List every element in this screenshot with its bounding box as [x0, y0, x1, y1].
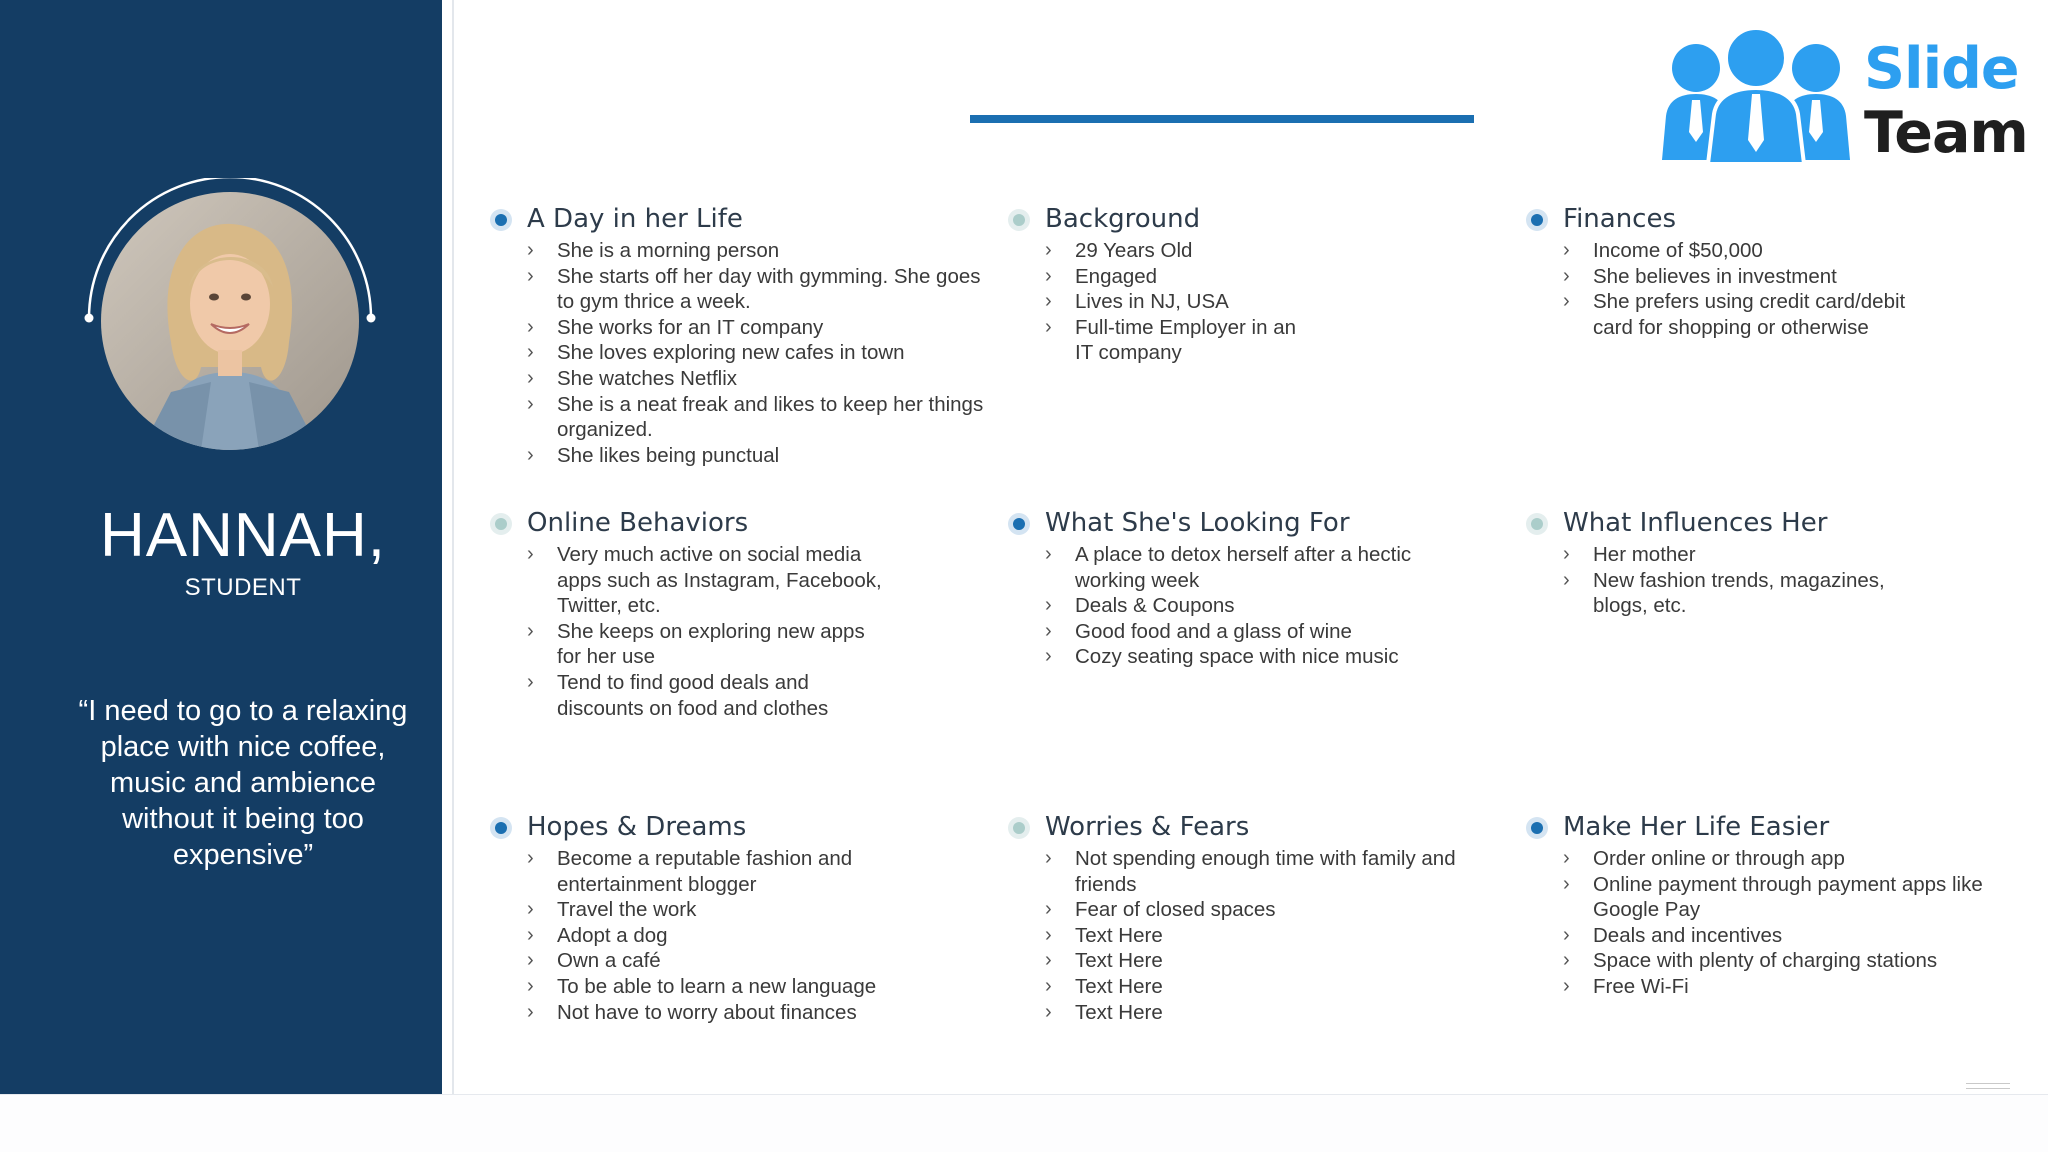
section-list — [1045, 238, 1305, 366]
section-marker-icon — [1526, 513, 1548, 535]
section-title: Background — [1045, 204, 1201, 234]
list-item: › She prefers using credit card/debit card for shopping or otherwise — [1563, 289, 1923, 340]
list-item: › She is a neat freak and likes to keep her things organized. — [527, 392, 987, 443]
person-portrait-icon — [101, 192, 359, 450]
section-list — [527, 846, 927, 1025]
section-hopes-and-dreams — [527, 810, 927, 1025]
people-group-icon — [1662, 28, 1850, 164]
section-list — [1045, 846, 1465, 1025]
list-item: › Full-time Employer in an IT company — [1045, 315, 1305, 366]
list-item: › Free Wi-Fi — [1563, 974, 1983, 1000]
list-item: › She keeps on exploring new apps for her use — [527, 619, 887, 670]
section-marker-icon — [490, 513, 512, 535]
section-marker-icon — [490, 209, 512, 231]
list-item: › Cozy seating space with nice music — [1045, 644, 1445, 670]
list-item: › Not have to worry about finances — [527, 1000, 927, 1026]
section-worries-and-fears — [1045, 810, 1465, 1025]
section-title: Worries & Fears — [1045, 812, 1250, 842]
list-item: › Travel the work — [527, 897, 927, 923]
section-what-shes-looking-for — [1045, 506, 1445, 670]
section-title: Finances — [1563, 204, 1677, 234]
list-item: › Text Here — [1045, 923, 1465, 949]
section-list — [1563, 846, 1983, 1000]
below-slide-area — [0, 1094, 2048, 1152]
persona-role: STUDENT — [184, 574, 302, 601]
slideteam-logo — [1662, 28, 2028, 168]
section-marker-icon — [1526, 817, 1548, 839]
list-item: › Very much active on social media apps such as Instagram, Facebook, Twitter, etc. — [527, 542, 887, 619]
persona-sidebar — [0, 0, 442, 1094]
persona-quote: “I need to go to a relaxing place with nice coffee, music and ambience without it being too expensive” — [78, 695, 408, 871]
list-item: › 29 Years Old — [1045, 238, 1305, 264]
list-item: › Her mother — [1563, 542, 1903, 568]
list-item: › New fashion trends, magazines, blogs, etc. — [1563, 568, 1903, 619]
resize-grip-icon — [1966, 1083, 2010, 1089]
section-what-influences-her — [1563, 506, 1903, 619]
list-item: › She works for an IT company — [527, 315, 987, 341]
section-title: Online Behaviors — [527, 508, 749, 538]
list-item: › Good food and a glass of wine — [1045, 619, 1445, 645]
list-item: › A place to detox herself after a hectic working week — [1045, 542, 1445, 593]
section-marker-icon — [1526, 209, 1548, 231]
section-online-behaviors — [527, 506, 887, 721]
list-item: › She starts off her day with gymming. She goes to gym thrice a week. — [527, 264, 987, 315]
section-title: A Day in her Life — [527, 204, 743, 234]
list-item: › Become a reputable fashion and entertainment blogger — [527, 846, 927, 897]
logo-text-slide: Slide — [1864, 36, 2019, 102]
list-item: › Text Here — [1045, 974, 1465, 1000]
list-item: › Own a café — [527, 948, 927, 974]
list-item: › She is a morning person — [527, 238, 987, 264]
section-list — [527, 542, 887, 721]
list-item: › Deals and incentives — [1563, 923, 1983, 949]
list-item: › To be able to learn a new language — [527, 974, 927, 1000]
list-item: › Text Here — [1045, 1000, 1465, 1026]
panel-divider — [452, 0, 454, 1094]
list-item: › Lives in NJ, USA — [1045, 289, 1305, 315]
section-marker-icon — [1008, 513, 1030, 535]
list-item: › Deals & Coupons — [1045, 593, 1445, 619]
list-item: › Tend to find good deals and discounts on food and clothes — [527, 670, 887, 721]
list-item: › Not spending enough time with family and friends — [1045, 846, 1465, 897]
section-title: What She's Looking For — [1045, 508, 1350, 538]
section-marker-icon — [1008, 209, 1030, 231]
section-background — [1045, 202, 1305, 366]
section-title: Hopes & Dreams — [527, 812, 747, 842]
section-marker-icon — [490, 817, 512, 839]
section-a-day-in-her-life — [527, 202, 987, 468]
list-item: › Online payment through payment apps like Google Pay — [1563, 872, 1983, 923]
list-item: › She watches Netflix — [527, 366, 987, 392]
persona-name: HANNAH, — [99, 501, 387, 570]
list-item: › Text Here — [1045, 948, 1465, 974]
section-make-her-life-easier — [1563, 810, 1983, 1000]
avatar-photo — [101, 192, 359, 450]
section-list — [527, 238, 987, 468]
list-item: › She believes in investment — [1563, 264, 1923, 290]
section-list — [1563, 238, 1923, 340]
list-item: › Adopt a dog — [527, 923, 927, 949]
logo-text-team: Team — [1864, 100, 2028, 166]
list-item: › Income of $50,000 — [1563, 238, 1923, 264]
list-item: › Fear of closed spaces — [1045, 897, 1465, 923]
list-item: › She likes being punctual — [527, 443, 987, 469]
section-title: Make Her Life Easier — [1563, 812, 1830, 842]
title-accent-bar — [970, 115, 1474, 123]
section-finances — [1563, 202, 1923, 340]
list-item: › Engaged — [1045, 264, 1305, 290]
list-item: › She loves exploring new cafes in town — [527, 340, 987, 366]
list-item: › Space with plenty of charging stations — [1563, 948, 1983, 974]
section-title: What Influences Her — [1563, 508, 1828, 538]
section-list — [1563, 542, 1903, 619]
list-item: › Order online or through app — [1563, 846, 1983, 872]
section-marker-icon — [1008, 817, 1030, 839]
section-list — [1045, 542, 1445, 670]
